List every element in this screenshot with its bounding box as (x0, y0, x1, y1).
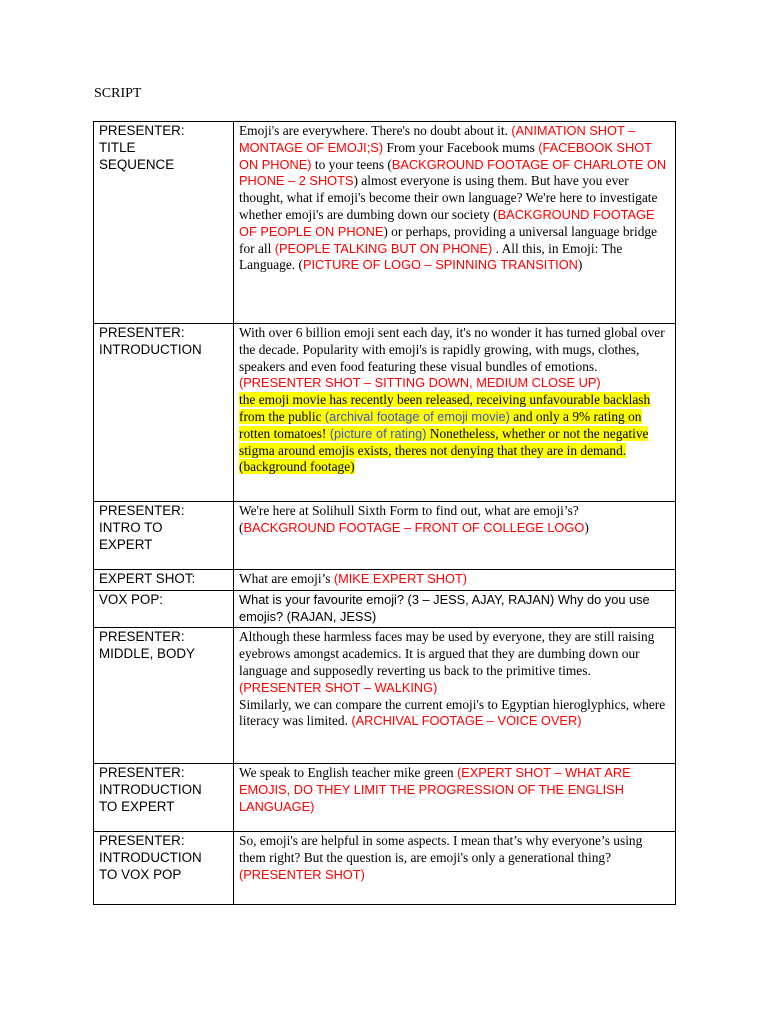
stage-direction: (MIKE EXPERT SHOT) (333, 571, 468, 586)
stage-direction: (ANIMATION SHOT – MONTAGE OF EMOJI;S) (239, 123, 636, 155)
script-row (94, 502, 676, 570)
script-text: ) or perhaps, providing a universal language bridge for all (239, 223, 658, 256)
stage-direction: BACKGROUND FOOTAGE – FRONT OF COLLEGE LOGO (243, 519, 585, 535)
script-text: Although these harmless faces may be used by everyone, they are still raising eyebrows amongst academics. It is argued that they are dumbing down our language and supposedly reverting us back to the primitive times. (239, 629, 655, 678)
highlighted-text: and only a 9% rating on rotten tomatoes! (239, 408, 642, 441)
stage-direction: (ARCHIVAL FOOTAGE – VOICE OVER) (351, 713, 582, 729)
stage-direction: PICTURE OF LOGO – SPINNING TRANSITION (302, 257, 578, 273)
script-text: . All this, in Emoji: The Language. ( (239, 240, 623, 273)
row-label-line: PRESENTER: (99, 503, 185, 518)
highlighted-text: the emoji movie has recently been released, receiving unfavourable backlash from the public (239, 392, 651, 424)
row-content (234, 502, 676, 570)
highlighted-text: Nonetheless, whether or not the negative stigma around emojis exists, theres not denying that they are in demand. (background footage) (239, 425, 649, 475)
row-label-line: MIDDLE, BODY (99, 646, 195, 662)
row-label (94, 764, 234, 832)
row-label (94, 628, 234, 764)
script-text: ) (584, 519, 589, 535)
row-label-line: INTRODUCTION (99, 341, 202, 357)
row-label-line: PRESENTER: (99, 833, 185, 849)
script-title: SCRIPT (94, 86, 142, 101)
row-content (234, 628, 676, 764)
script-text: Similarly, we can compare the current emoji's to Egyptian hieroglyphics, where literacy was limited. (239, 696, 666, 729)
row-label-line: VOX POP: (99, 591, 163, 607)
highlighted-note: (picture of rating) (329, 425, 427, 441)
row-label-line: PRESENTER: (99, 123, 185, 138)
stage-direction: (PRESENTER SHOT) (239, 866, 365, 882)
script-row (94, 764, 676, 832)
script-text: Emoji's are everywhere. There's no doubt about it. (239, 123, 512, 138)
script-table (93, 121, 676, 905)
row-content (234, 832, 676, 905)
row-label (94, 590, 234, 628)
script-text: So, emoji's are helpful in some aspects. I mean that’s why everyone’s using them right? But the question is, are emoji's only a generational thing? (239, 833, 643, 866)
script-text: With over 6 billion emoji sent each day, it's no wonder it has turned global over the decade. Popularity with emoji's is rapidly growing, with mugs, clothes, speakers and even food featuring these visual bundles of emotions. (239, 325, 665, 374)
stage-direction: (PRESENTER SHOT – SITTING DOWN, MEDIUM CLOSE UP) (239, 375, 601, 391)
script-text: ) (577, 257, 583, 273)
row-label-line: EXPERT (99, 536, 153, 552)
script-row (94, 628, 676, 764)
row-label (94, 324, 234, 502)
script-row (94, 122, 676, 324)
script-text: ) almost everyone is using them. But have you ever thought, what if emoji's become their own language? We're here to investigate whether emoji's are dumbing down our society ( (239, 173, 658, 222)
row-label-line: PRESENTER: (99, 765, 185, 781)
row-label (94, 502, 234, 570)
script-row (94, 832, 676, 905)
row-content (234, 324, 676, 502)
script-row (94, 590, 676, 628)
script-text: We're here at Solihull Sixth Form to find out, what are emoji’s? ( (239, 503, 579, 535)
script-row (94, 324, 676, 502)
row-label-line: INTRODUCTION (99, 850, 202, 866)
row-label-line: SEQUENCE (99, 156, 175, 172)
row-label-line: TO EXPERT (99, 798, 175, 814)
script-text: to your teens ( (311, 156, 392, 172)
script-text: What is your favourite emoji? (3 – JESS, AJAY, RAJAN) Why do you use emojis? (RAJAN, JESS) (239, 591, 650, 624)
stage-direction: (FACEBOOK SHOT ON PHONE) (239, 139, 652, 172)
script-text: What are emoji’s (239, 571, 334, 586)
row-label-line: INTRO TO (99, 519, 163, 535)
script-text: We speak to English teacher mike green (239, 765, 457, 781)
stage-direction: (PRESENTER SHOT – WALKING) (239, 679, 438, 695)
row-label (94, 122, 234, 324)
row-label-line: PRESENTER: (99, 325, 185, 340)
stage-direction: BACKGROUND FOOTAGE OF CHARLOTE ON PHONE – 2 SHOTS (239, 156, 667, 189)
highlighted-note: (archival footage of emoji movie) (324, 408, 510, 424)
row-content (234, 570, 676, 591)
row-label-line: PRESENTER: (99, 629, 185, 645)
row-content (234, 122, 676, 324)
row-label-line: TITLE (99, 139, 136, 155)
stage-direction: BACKGROUND FOOTAGE OF PEOPLE ON PHONE (239, 206, 655, 239)
row-label (94, 570, 234, 591)
row-content (234, 590, 676, 628)
stage-direction: (PEOPLE TALKING BUT ON PHONE) (274, 240, 493, 256)
row-label (94, 832, 234, 905)
row-label-line: EXPERT SHOT: (99, 571, 196, 586)
script-text: From your Facebook mums (383, 139, 539, 155)
row-label-line: INTRODUCTION (99, 782, 202, 798)
script-table-body (94, 122, 676, 905)
stage-direction: (EXPERT SHOT – WHAT ARE EMOJIS, DO THEY LIMIT THE PROGRESSION OF THE ENGLISH LANGUAGE) (239, 765, 631, 814)
row-label-line: TO VOX POP (99, 866, 182, 882)
row-content (234, 764, 676, 832)
script-row (94, 570, 676, 591)
